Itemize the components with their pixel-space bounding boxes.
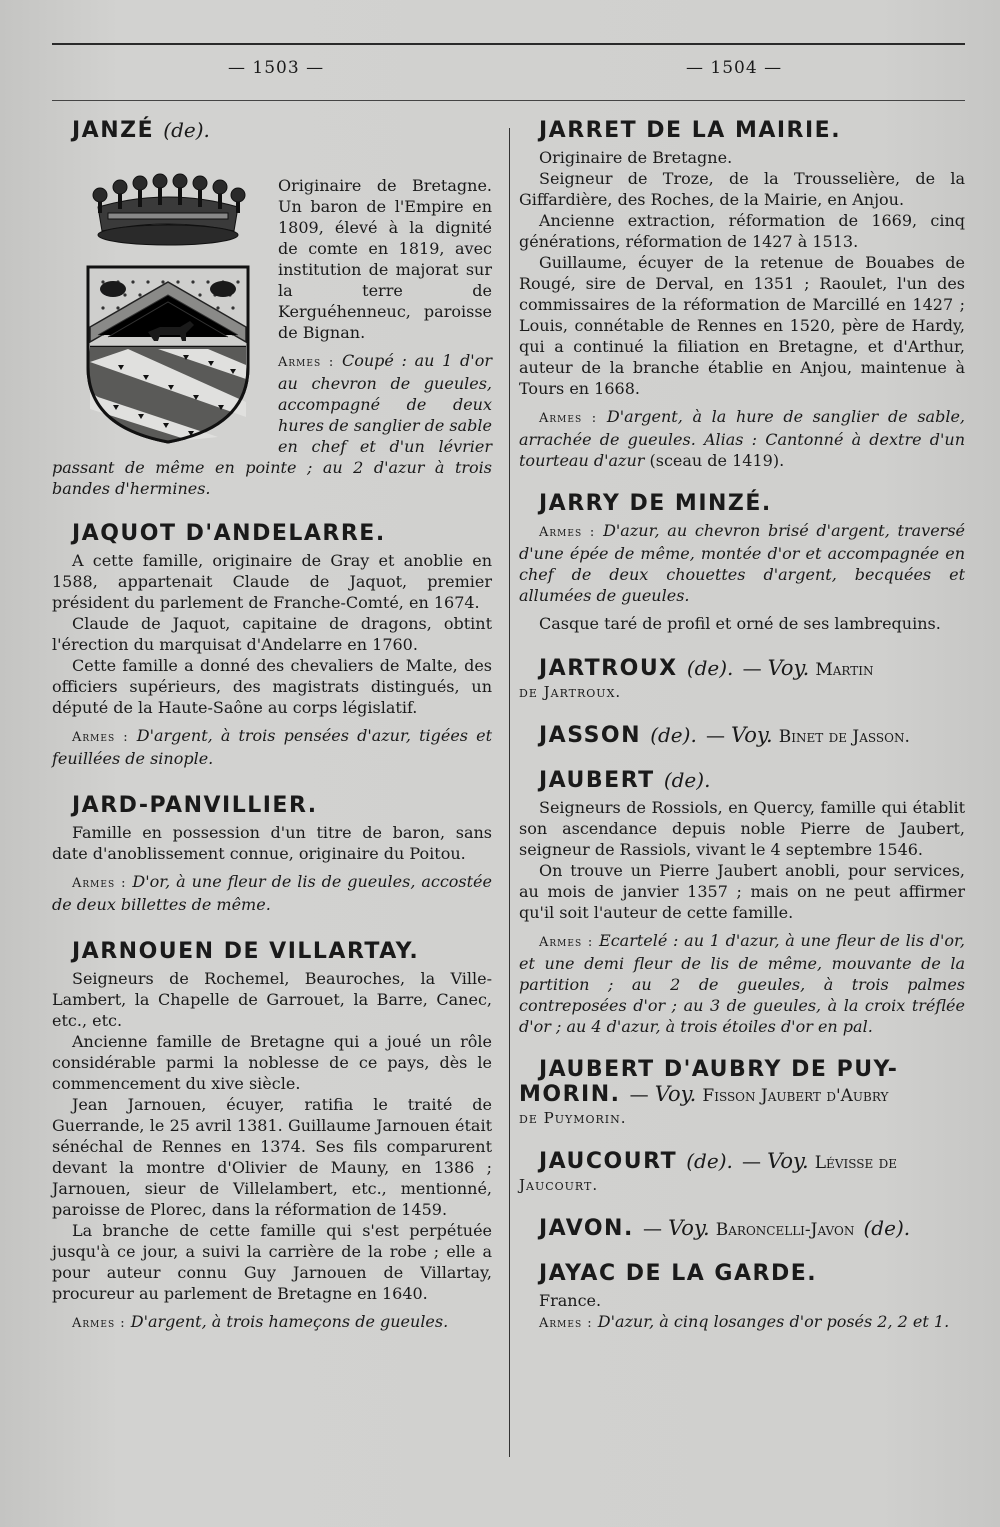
entry-paragraph: Ancienne extraction, réformation de 1669, cinq générations, réformation de 1427 à 1513.	[519, 211, 965, 251]
entry-janze	[52, 118, 492, 499]
entry-jaubert-aubry	[519, 1057, 965, 1127]
entry-title: JARTROUX (de). — Voy. Martin	[539, 656, 874, 681]
armes-jarnouen: Armes : D'argent, à trois hameçons de gueules.	[72, 1312, 449, 1331]
entry-title: JAQUOT D'ANDELARRE.	[72, 521, 386, 546]
entry-paragraph: Seigneurs de Rossiols, en Quercy, famille qui établit son ascendance depuis noble Pierre de Jaubert, seigneur de Rassiols, vivant le 4 septembre 1546.	[519, 798, 965, 859]
entry-paragraph: Guillaume, écuyer de la retenue de Bouabes de Rougé, sire de Derval, en 1351 ; Raoulet, l'un des commissaires de la réformation de Marcillé en 1427 ; Louis, connétable de Rennes en 1520, père de Hardy, qui a continué la filiation en Bretagne, et d'Arthur, auteur de la branche établie en Anjou, maintenue à Tours en 1668.	[519, 253, 965, 398]
entry-jarry	[519, 491, 965, 634]
entry-paragraph: Ancienne famille de Bretagne qui a joué un rôle considérable parmi la noblesse de ce pays, dès le commencement du xive siècle.	[52, 1032, 492, 1093]
entry-jarnouen	[52, 939, 492, 1334]
entry-paragraph: Jean Jarnouen, écuyer, ratifia le traité de Guerrande, le 25 avril 1381. Guillaume Jarnouen était sénéchal de Rennes en 1374. Ses fils comparurent devant la montre d'Olivier de Mauny, en 1386 ; Jarnouen, sieur de Villelambert, etc., mentionné, paroisse de Plorec, dans la réformation de 1459.	[52, 1095, 492, 1219]
entry-title: JAUBERT (de).	[539, 768, 711, 793]
armes-jayac: Armes : D'azur, à cinq losanges d'or posés 2, 2 et 1.	[539, 1312, 950, 1331]
entry-paragraph: Famille en possession d'un titre de baron, sans date d'anoblissement connue, originaire du Poitou.	[52, 823, 492, 863]
entry-jaquot	[52, 521, 492, 769]
entry-paragraph: Seigneurs de Rochemel, Beauroches, la Ville-Lambert, la Chapelle de Garrouet, la Barre, Canec, etc., etc.	[52, 969, 492, 1030]
page-number-right: — 1504 —	[686, 58, 783, 78]
entry-title: JARRY DE MINZÉ.	[539, 491, 772, 516]
armes-janze: Armes : Coupé : au 1 d'or au chevron de gueules, accompagné de deux hures de sanglier de sable en chef et d'un lévrier passant de même en pointe ; au 2 d'azur à trois bandes d'hermines.	[52, 351, 492, 498]
entry-title: JARRET DE LA MAIRIE.	[539, 118, 842, 143]
entry-title: JAVON. — Voy. Baroncelli-Javon (de).	[539, 1216, 911, 1241]
entry-jartroux	[519, 656, 965, 701]
left-column	[52, 118, 492, 1350]
entry-paragraph: Cette famille a donné des chevaliers de Malte, des officiers supérieurs, des magistrats distingués, un député de la Haute-Saône au corps législatif.	[52, 656, 492, 717]
cross-reference: Jaucourt.	[519, 1176, 599, 1194]
entry-paragraph: Originaire de Bretagne.	[539, 148, 733, 167]
crown-icon	[93, 174, 245, 245]
header-rule	[52, 100, 965, 101]
entry-jard-panvillier	[52, 793, 492, 915]
cross-reference: de Jartroux.	[519, 683, 622, 701]
entry-text: Originaire de Bretagne. Un baron de l'Empire en 1809, élevé à la dignité de comte en 1819, avec institution de majorat sur la terre de Kerguéhenneuc, paroisse de Bignan.	[278, 176, 492, 342]
coat-of-arms-janze	[68, 147, 268, 447]
top-rule	[52, 43, 965, 45]
entry-paragraph: Claude de Jaquot, capitaine de dragons, obtint l'érection du marquisat d'Andelarre en 1760.	[52, 614, 492, 654]
entry-title: JAUCOURT (de). — Voy. Lévisse de	[539, 1149, 897, 1174]
page-number-left: — 1503 —	[228, 58, 325, 78]
entry-jasson	[519, 723, 965, 748]
entry-paragraph: A cette famille, originaire de Gray et anoblie en 1588, appartenait Claude de Jaquot, premier président du parlement de Franche-Comté, en 1674.	[52, 551, 492, 612]
entry-title: JARD-PANVILLIER.	[72, 793, 318, 818]
entry-title: JAUBERT D'AUBRY DE PUY-	[539, 1057, 899, 1082]
armes-jard: Armes : D'or, à une fleur de lis de gueules, accostée de deux billettes de même.	[52, 872, 492, 914]
entry-jayac	[519, 1261, 965, 1334]
entry-paragraph: Seigneur de Troze, de la Trousselière, de la Giffardière, des Roches, de la Mairie, en Anjou.	[519, 169, 965, 209]
armes-jaubert: Armes : Ecartelé : au 1 d'azur, à une fleur de lis d'or, et une demi fleur de lis de même, mouvante de la partition ; au 2 de gueules, à trois palmes contreposées d'or ; au 3 de gueules, à la croix tréflée d'or ; au 4 d'azur, à trois étoiles d'or en pal.	[519, 931, 966, 1036]
entry-title: JARNOUEN DE VILLARTAY.	[72, 939, 420, 964]
shield-icon	[88, 267, 248, 442]
entry-paragraph: France.	[539, 1291, 602, 1310]
entry-title: JASSON (de). — Voy. Binet de Jasson.	[539, 723, 910, 748]
armes-jarret: Armes : D'argent, à la hure de sanglier de sable, arrachée de gueules. Alias : Cantonné à dextre d'un tourteau d'azur (sceau de 1419).	[519, 407, 965, 470]
armes-jaquot: Armes : D'argent, à trois pensées d'azur, tigées et feuillées de sinople.	[52, 726, 492, 768]
entry-jaucourt	[519, 1149, 965, 1194]
coat-of-arms-image	[68, 147, 268, 447]
entry-title: JANZÉ (de).	[72, 118, 210, 143]
entry-paragraph: On trouve un Pierre Jaubert anobli, pour services, au mois de janvier 1357 ; mais on ne peut affirmer qu'il soit l'auteur de cette famille.	[519, 861, 965, 922]
entry-title: JAYAC DE LA GARDE.	[539, 1261, 818, 1286]
right-column	[519, 118, 965, 1350]
entry-jaubert	[519, 768, 965, 1037]
entry-jarret	[519, 118, 965, 471]
armes-jarry: Armes : D'azur, au chevron brisé d'argent, traversé d'une épée de même, montée d'or et accompagnée en chef de deux chouettes d'argent, becquées et allumées de gueules.	[519, 521, 965, 605]
entry-paragraph: Casque taré de profil et orné de ses lambrequins.	[539, 614, 941, 633]
cross-reference: de Puymorin.	[519, 1109, 627, 1127]
entry-title-cont: MORIN. — Voy. Fisson Jaubert d'Aubry	[519, 1082, 889, 1107]
entry-javon	[519, 1216, 965, 1241]
column-divider	[509, 128, 510, 1457]
entry-paragraph: La branche de cette famille qui s'est perpétuée jusqu'à ce jour, a suivi la carrière de la robe ; elle a pour auteur connu Guy Jarnouen de Villartay, procureur au parlement de Bretagne en 1640.	[52, 1221, 492, 1303]
